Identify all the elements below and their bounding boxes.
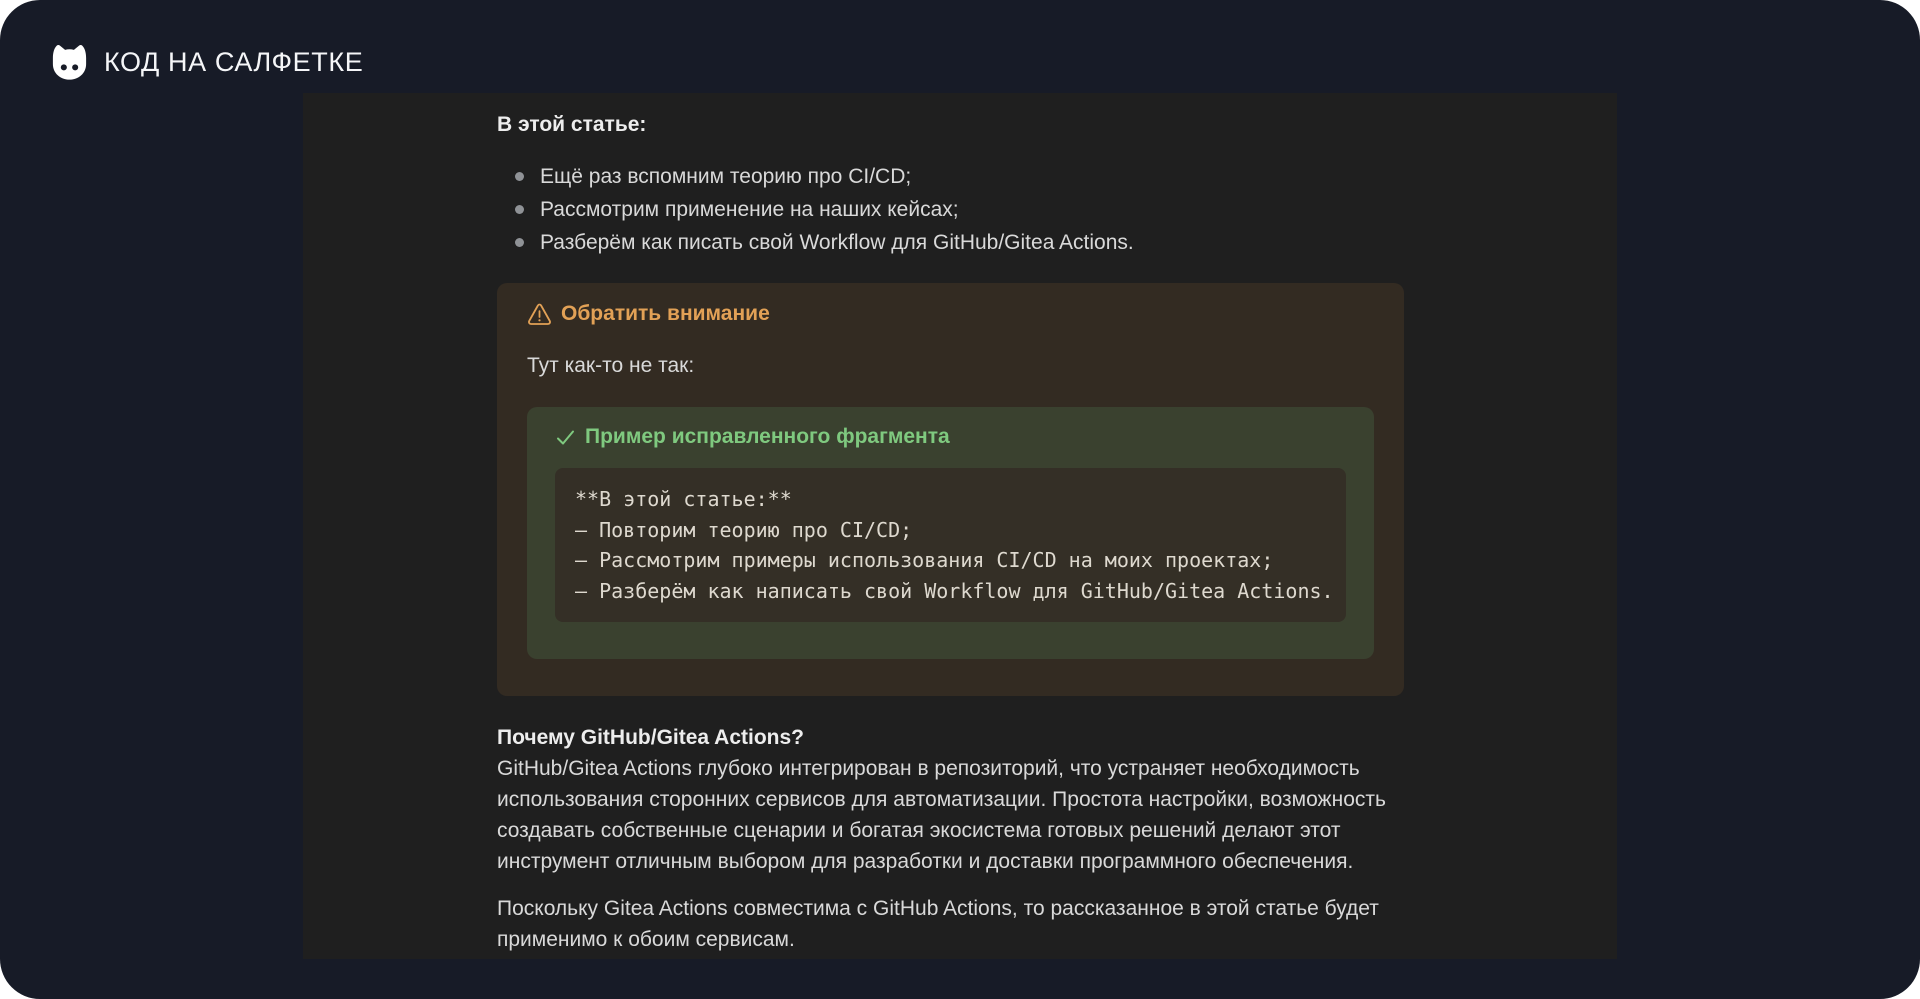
paragraph-line: GitHub/Gitea Actions глубоко интегрирован в репозиторий, что устраняет необходимость [497, 757, 1360, 780]
paragraph-line: применимо к обоим сервисам. [497, 928, 795, 951]
bullet-icon [497, 193, 540, 226]
list-item-text: Ещё раз вспомним теорию про CI/CD; [540, 165, 912, 188]
paragraph-line: использования сторонних сервисов для автоматизации. Простота настройки, возможность [497, 788, 1386, 811]
list-item [497, 160, 1437, 193]
code-line: **В этой статье:** [575, 487, 792, 511]
success-callout-title [555, 423, 1346, 451]
paragraph-line: инструмент отличным выбором для разработки и доставки программного обеспечения. [497, 850, 1354, 873]
code-line: — Повторим теорию про CI/CD; [575, 517, 913, 542]
warning-title-text: Обратить внимание [561, 302, 770, 325]
list-item-text: Рассмотрим применение на наших кейсах; [540, 198, 959, 221]
success-callout [527, 407, 1374, 659]
code-line: — Разберём как написать свой Workflow для GitHub/Gitea Actions. [575, 578, 1334, 603]
code-line: — Рассмотрим примеры использования CI/CD на моих проектах; [575, 548, 1274, 572]
compat-paragraph [497, 893, 1437, 955]
bullet-icon [497, 226, 540, 259]
intro-list [497, 160, 1437, 259]
list-item [497, 193, 1437, 226]
article-content [497, 93, 1437, 955]
site-header [48, 38, 363, 86]
list-item-text: Разберём как писать свой Workflow для GitHub/Gitea Actions. [540, 231, 1134, 254]
paragraph-line: Поскольку Gitea Actions совместима с GitHub Actions, то рассказанное в этой статье будет [497, 897, 1379, 920]
intro-heading: В этой статье: [497, 113, 647, 136]
warning-callout [497, 283, 1404, 696]
bullet-icon [497, 160, 540, 193]
success-title-text: Пример исправленного фрагмента [585, 425, 950, 448]
warning-callout-title [527, 300, 1374, 328]
list-item [497, 226, 1437, 259]
code-block [555, 468, 1346, 622]
why-heading: Почему GitHub/Gitea Actions? [497, 726, 804, 749]
paragraph-line: создавать собственные сценарии и богатая экосистема готовых решений делают этот [497, 819, 1341, 842]
warning-note: Тут как-то не так: [527, 354, 695, 377]
cat-logo-icon[interactable] [48, 41, 91, 83]
brand-name[interactable]: КОД НА САЛФЕТКЕ [104, 46, 364, 77]
check-icon [555, 427, 576, 447]
why-paragraph [497, 722, 1437, 877]
warning-icon [527, 303, 552, 326]
article-panel [303, 93, 1617, 959]
